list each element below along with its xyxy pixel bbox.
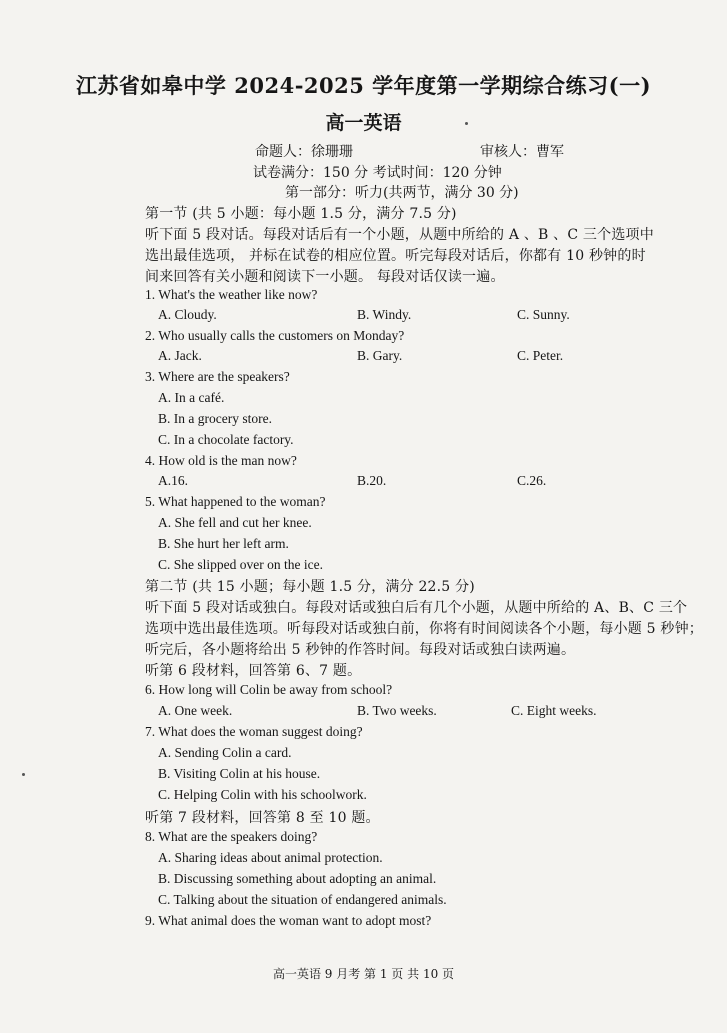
question-4-option-b: B.20. xyxy=(357,473,387,488)
author-line: 命题人：徐珊珊 xyxy=(255,144,353,160)
section2-instructions-line: 听下面 5 段对话或独白。每段对话或独白后有几个小题，从题中所给的 A、B、C 三个 xyxy=(145,600,688,616)
question-6-option-b: B. Two weeks. xyxy=(357,703,437,718)
question-8: 8. What are the speakers doing? xyxy=(145,829,318,844)
section2-instructions-line: 选项中选出最佳选项。听每段对话或独白前，你将有时间阅读各个小题，每小题 5 秒钟； xyxy=(145,621,704,637)
question-3: 3. Where are the speakers? xyxy=(145,369,290,384)
question-2-option-c: C. Peter. xyxy=(517,348,564,363)
section1-heading: 第一节 (共 5 小题：每小题 1.5 分，满分 7.5 分) xyxy=(145,206,457,222)
question-6: 6. How long will Colin be away from school? xyxy=(145,682,393,697)
reviewer-line: 审核人：曹军 xyxy=(480,144,564,160)
question-4-option-a: A.16. xyxy=(158,473,188,488)
score-time-line: 试卷满分：150 分 考试时间：120 分钟 xyxy=(253,165,502,181)
question-4: 4. How old is the man now? xyxy=(145,453,297,468)
scan-speck xyxy=(465,122,468,125)
question-8-option-a: A. Sharing ideas about animal protection. xyxy=(158,850,383,865)
question-5: 5. What happened to the woman? xyxy=(145,494,326,509)
section1-instructions-line: 听下面 5 段对话。每段对话后有一个小题，从题中所给的 A 、B 、C 三个选项中 xyxy=(145,227,654,243)
question-7: 7. What does the woman suggest doing? xyxy=(145,724,363,739)
section2-instructions-line: 听完后，各小题将给出 5 秒钟的作答时间。每段对话或独白读两遍。 xyxy=(145,642,576,658)
question-8-option-c: C. Talking about the situation of endangered animals. xyxy=(158,892,447,907)
question-7-option-a: A. Sending Colin a card. xyxy=(158,745,292,760)
question-1: 1. What's the weather like now? xyxy=(145,287,318,302)
question-3-option-b: B. In a grocery store. xyxy=(158,411,272,426)
question-9: 9. What animal does the woman want to adopt most? xyxy=(145,913,432,928)
question-3-option-c: C. In a chocolate factory. xyxy=(158,432,294,447)
question-3-option-a: A. In a café. xyxy=(158,390,225,405)
section1-instructions-line: 间来回答有关小题和阅读下一小题。 每段对话仅读一遍。 xyxy=(145,269,505,285)
question-2-option-b: B. Gary. xyxy=(357,348,403,363)
question-5-option-c: C. She slipped over on the ice. xyxy=(158,557,323,572)
question-2: 2. Who usually calls the customers on Monday? xyxy=(145,328,405,343)
question-1-option-a: A. Cloudy. xyxy=(158,307,217,322)
question-1-option-c: C. Sunny. xyxy=(517,307,570,322)
question-8-option-b: B. Discussing something about adopting an animal. xyxy=(158,871,437,886)
question-7-option-b: B. Visiting Colin at his house. xyxy=(158,766,321,781)
material-6-instruction: 听第 6 段材料，回答第 6、7 题。 xyxy=(145,663,362,679)
question-5-option-a: A. She fell and cut her knee. xyxy=(158,515,312,530)
exam-title: 江苏省如皋中学 2024-2025 学年度第一学期综合练习(一) xyxy=(75,73,652,98)
material-7-instruction: 听第 7 段材料，回答第 8 至 10 题。 xyxy=(145,810,380,826)
question-2-option-a: A. Jack. xyxy=(158,348,202,363)
question-6-option-c: C. Eight weeks. xyxy=(511,703,597,718)
question-7-option-c: C. Helping Colin with his schoolwork. xyxy=(158,787,367,802)
section2-heading: 第二节 (共 15 小题；每小题 1.5 分，满分 22.5 分) xyxy=(145,579,475,595)
part-one-heading: 第一部分：听力(共两节，满分 30 分) xyxy=(285,185,519,201)
question-5-option-b: B. She hurt her left arm. xyxy=(158,536,289,551)
question-6-option-a: A. One week. xyxy=(158,703,233,718)
subject-title: 高一英语 xyxy=(325,112,402,134)
page-footer: 高一英语 9 月考 第 1 页 共 10 页 xyxy=(272,967,455,981)
question-4-option-c: C.26. xyxy=(517,473,547,488)
section1-instructions-line: 选出最佳选项， 并标在试卷的相应位置。听完每段对话后，你都有 10 秒钟的时 xyxy=(145,248,646,264)
question-1-option-b: B. Windy. xyxy=(357,307,412,322)
scan-speck xyxy=(22,773,25,776)
